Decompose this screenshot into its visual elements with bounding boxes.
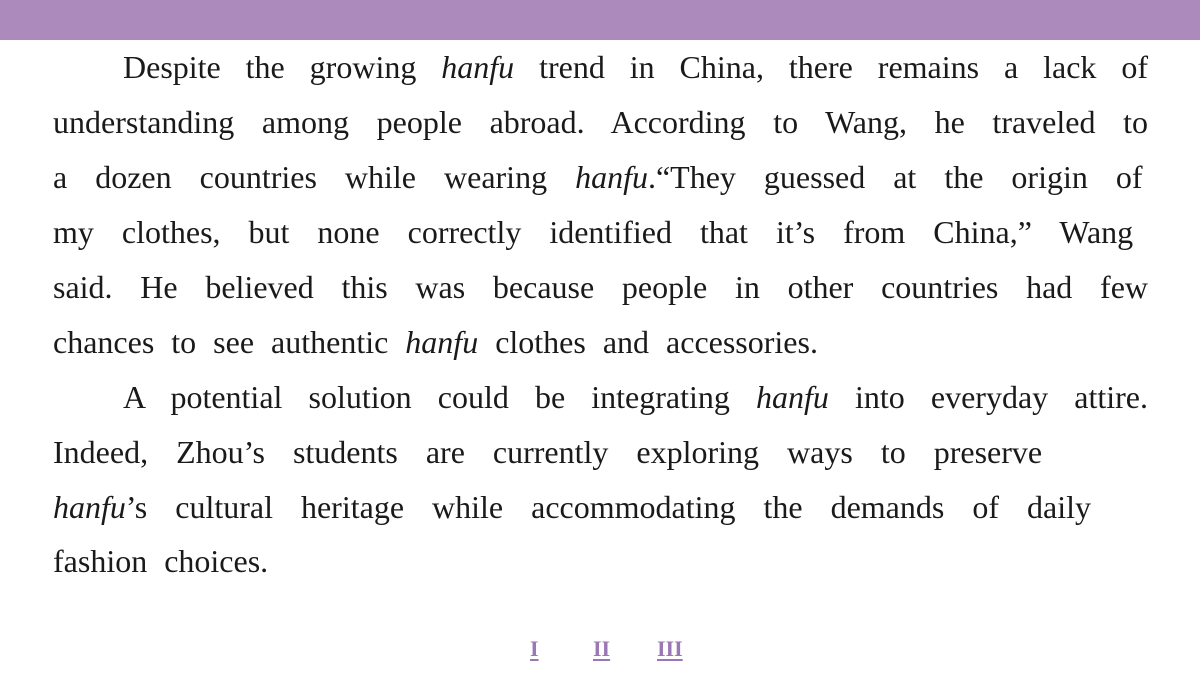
text-line <box>53 157 1143 197</box>
text-segment: ’s cultural heritage while accommodating the demands of daily <box>125 489 1091 525</box>
text-segment: fashion choices. <box>53 543 269 579</box>
text-line <box>53 322 818 362</box>
text-segment: Despite the growing <box>123 49 442 85</box>
text-segment: .“They guessed at the origin of <box>647 159 1143 195</box>
text-segment: a dozen countries while wearing <box>53 159 576 195</box>
text-segment: understanding among people abroad. According to Wang, he traveled to <box>53 104 1148 140</box>
top-accent-bar <box>0 0 1200 40</box>
text-segment: trend in China, there remains a lack of <box>514 49 1149 85</box>
text-line <box>53 432 1042 472</box>
nav-link-2[interactable]: II <box>593 636 611 661</box>
text-line <box>53 102 1148 142</box>
italic-term: hanfu <box>756 379 829 415</box>
page-nav <box>0 636 1200 670</box>
text-line <box>123 377 1148 417</box>
italic-term: hanfu <box>405 324 479 360</box>
italic-term: hanfu <box>441 49 515 85</box>
text-segment: into everyday attire. <box>828 379 1149 415</box>
text-line <box>53 267 1148 307</box>
text-segment: my clothes, but none correctly identified that it’s from China,” Wang <box>53 214 1134 250</box>
text-segment: clothes and accessories. <box>478 324 818 360</box>
text-segment: said. He believed this was because people in other countries had few <box>53 269 1148 305</box>
text-line <box>123 47 1148 87</box>
text-line <box>53 541 268 581</box>
text-line <box>53 487 1091 527</box>
text-segment: A potential solution could be integrating <box>123 379 757 415</box>
text-line <box>53 212 1133 252</box>
text-segment: Indeed, Zhou’s students are currently exploring ways to preserve <box>53 434 1043 470</box>
nav-link-1[interactable]: I <box>530 636 539 661</box>
italic-term: hanfu <box>53 489 126 525</box>
italic-term: hanfu <box>575 159 648 195</box>
nav-link-3[interactable]: III <box>657 636 683 661</box>
text-segment: chances to see authentic <box>53 324 406 360</box>
